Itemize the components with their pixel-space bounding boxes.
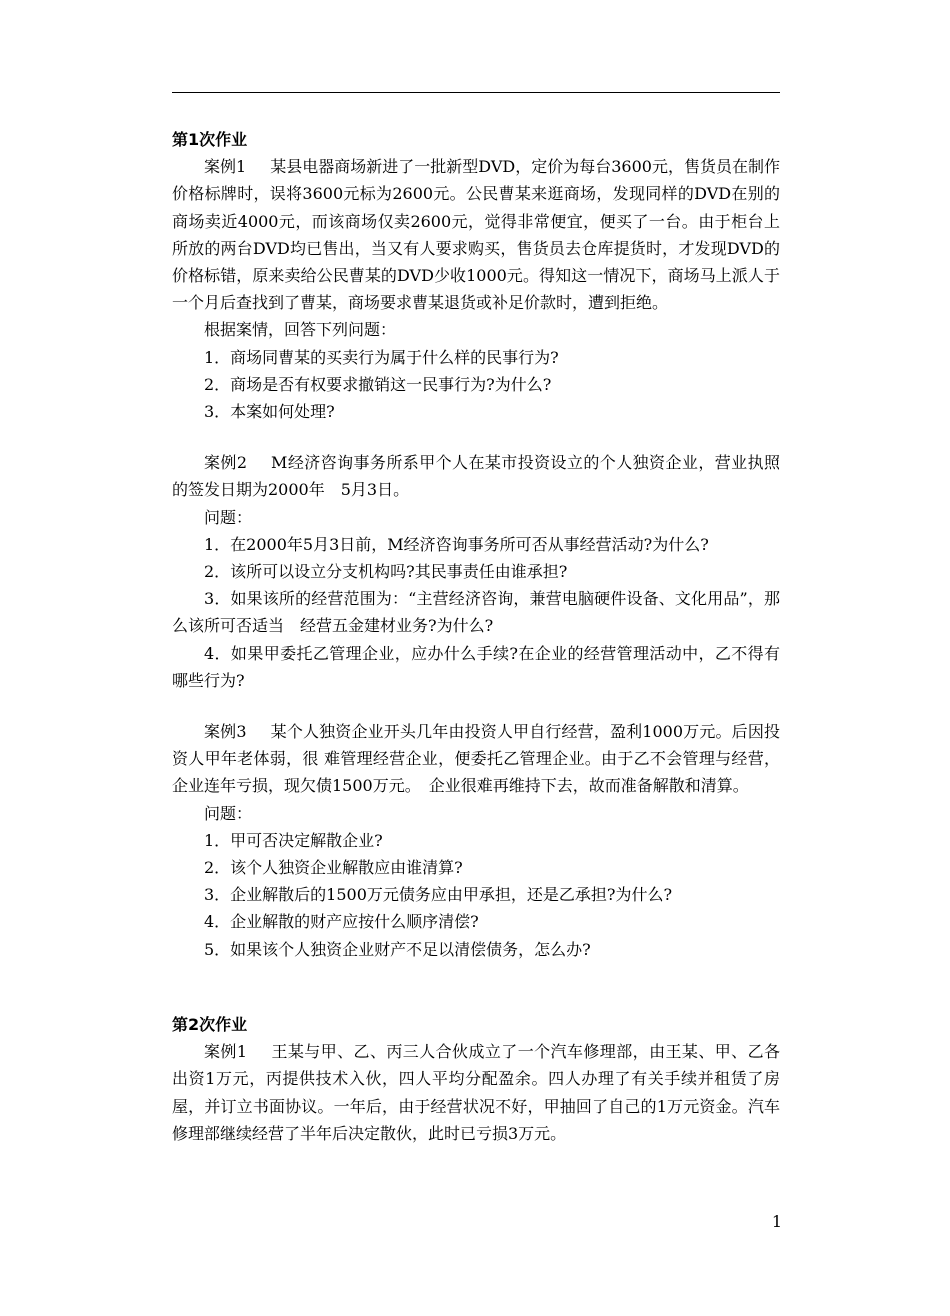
case-2-label: 案例2 <box>204 453 248 473</box>
case-3-label: 案例3 <box>204 722 247 742</box>
case-2-paragraph <box>172 449 780 503</box>
case-3-prompt: 问题： <box>204 803 253 823</box>
case-2-question: 2．该所可以设立分支机构吗?其民事责任由谁承担? <box>204 562 568 582</box>
case-2-text: M经济咨询事务所系甲个人在某市投资设立的个人独资企业，营业执照的签发日期为2000年 5月3日。 <box>172 453 780 500</box>
case-3-question: 2．该个人独资企业解散应由谁清算? <box>204 858 463 878</box>
header-rule <box>172 92 780 93</box>
hw2-case-1-text: 王某与甲、乙、丙三人合伙成立了一个汽车修理部，由王某、甲、乙各出资1万元，丙提供技术入伙，四人平均分配盈余。四人办理了有关手续并租赁了房屋，并订立书面协议。一年后，由于经营状况不好，甲抽回了自己的1万元资金。汽车修理部继续经营了半年后决定散伙，此时已亏损3万元。 <box>172 1042 780 1143</box>
hw2-case-1-label: 案例1 <box>204 1042 248 1062</box>
case-3-question: 4．企业解散的财产应按什么顺序清偿? <box>204 912 479 932</box>
case-1-question: 3．本案如何处理? <box>204 402 335 422</box>
case-2-prompt: 问题： <box>204 507 253 527</box>
case-3-question: 1．甲可否决定解散企业? <box>204 830 383 850</box>
homework-1-title: 第1次作业 <box>172 130 248 149</box>
document-body <box>172 126 780 1147</box>
case-2-question: 4．如果甲委托乙管理企业，应办什么手续?在企业的经营管理活动中，乙不得有哪些行为? <box>172 643 780 690</box>
case-1-question: 2．商场是否有权要求撤销这一民事行为?为什么? <box>204 374 552 394</box>
case-1-text: 某县电器商场新进了一批新型DVD，定价为每台3600元，售货员在制作价格标牌时，误将3600元标为2600元。公民曹某来逛商场，发现同样的DVD在别的商场卖近4000元，而该商场仅卖2600元，觉得非常便宜，便买了一台。由于柜台上所放的两台DVD均已售出，当又有人要求购买，售货员去仓库提货时，才发现DVD的价格标错，原来卖给公民曹某的DVD少收1000元。得知这一情况下，商场马上派人于一个月后查找到了曹某，商场要求曹某退货或补足价款时，遭到拒绝。 <box>172 157 780 313</box>
homework-2-title: 第2次作业 <box>172 1014 248 1034</box>
case-2-question: 3．如果该所的经营范围为：“主营经济咨询，兼营电脑硬件设备、文化用品”，那么该所可否适当 经营五金建材业务?为什么? <box>172 589 780 636</box>
case-3-question: 5．如果该个人独资企业财产不足以清偿债务，怎么办? <box>204 939 591 959</box>
case-2-question: 1．在2000年5月3日前，M经济咨询事务所可否从事经营活动?为什么? <box>204 534 709 554</box>
hw2-case-1-paragraph <box>172 1038 780 1147</box>
page-number: 1 <box>771 1212 782 1231</box>
case-3-paragraph <box>172 718 780 800</box>
case-1-paragraph <box>172 153 780 316</box>
case-3-question: 3．企业解散后的1500万元债务应由甲承担，还是乙承担?为什么? <box>204 885 673 905</box>
case-1-label: 案例1 <box>204 157 247 177</box>
case-1-question: 1．商场同曹某的买卖行为属于什么样的民事行为? <box>204 347 559 367</box>
case-3-text: 某个人独资企业开头几年由投资人甲自行经营，盈利1000万元。后因投资人甲年老体弱，很 难管理经营企业，便委托乙管理企业。由于乙不会管理与经营，企业连年亏损，现欠债1500万元。 企业很难再维持下去，故而准备解散和清算。 <box>172 722 780 796</box>
case-1-prompt: 根据案情，回答下列问题： <box>204 320 397 340</box>
